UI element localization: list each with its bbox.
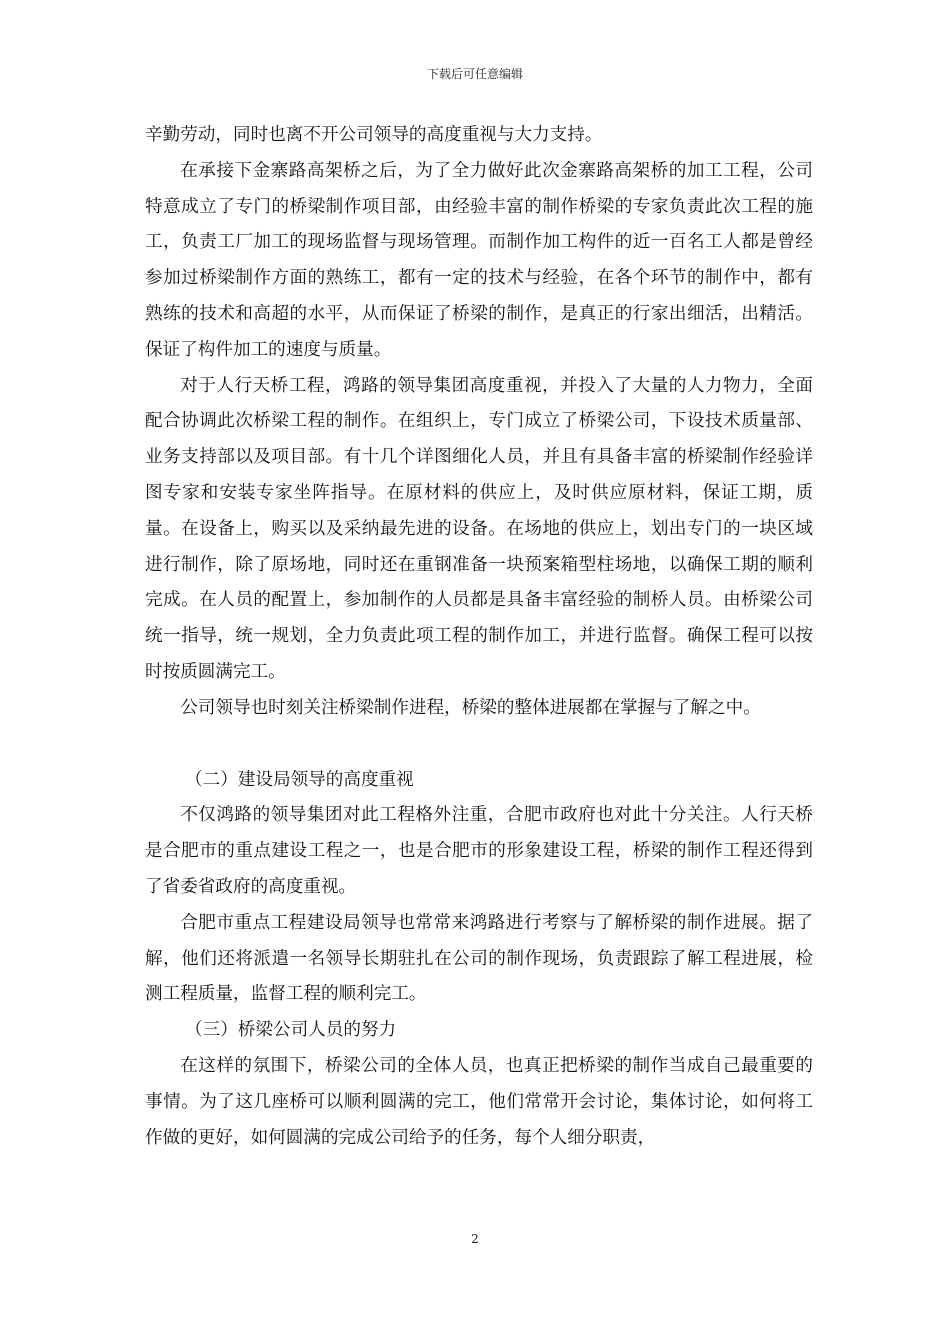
paragraph-leadership-attention: 公司领导也时刻关注桥梁制作进程，桥梁的整体进展都在掌握与了解之中。	[180, 697, 761, 718]
paragraph-spacer	[145, 727, 813, 763]
paragraph-staff-effort: 在这样的氛围下，桥梁公司的全体人员，也真正把桥梁的制作当成自己最重要的事情。为了这几座桥可以顺利圆满的完工，他们常常开会讨论，集体讨论，如何将工作做的更好，如何圆满的完成公司给予的任务，每个人细分职责，	[145, 1055, 813, 1148]
paragraph-continued: 辛勤劳动，同时也离不开公司领导的高度重视与大力支持。	[145, 125, 603, 145]
page-number: 2	[471, 1232, 479, 1246]
paragraph-pedestrian-bridge: 对于人行天桥工程，鸿路的领导集团高度重视，并投入了大量的人力物力，全面配合协调此次桥梁工程的制作。在组织上，专门成立了桥梁公司，下设技术质量部、业务支持部以及项目部。有十几个详图细化人员，并且有具备丰富的桥梁制作经验详图专家和安装专家坐阵指导。在原材料的供应上，及时供应原材料，保证工期，质量。在设备上，购买以及采纳最先进的设备。在场地的供应上，划出专门的一块区域进行制作，除了原场地，同时还在重钢准备一块预案箱型柱场地，以确保工期的顺利完成。在人员的配置上，参加制作的人员都是具备丰富经验的制桥人员。由桥梁公司统一指导，统一规划，全力负责此项工程的制作加工，并进行监督。确保工程可以按时按质圆满完工。	[145, 375, 813, 682]
document-body	[145, 118, 813, 1156]
section-heading-2: （二）建设局领导的高度重视	[185, 769, 414, 790]
paragraph-government-attention: 不仅鸿路的领导集团对此工程格外注重，合肥市政府也对此十分关注。人行天桥是合肥市的重点建设工程之一，也是合肥市的形象建设工程，桥梁的制作工程还得到了省委省政府的高度重视。	[145, 805, 813, 897]
page-header: 下载后可任意编辑	[426, 67, 523, 81]
paragraph-jinzhai-bridge: 在承接下金寨路高架桥之后，为了全力做好此次金寨路高架桥的加工工程，公司特意成立了专门的桥梁制作项目部，由经验丰富的制作桥梁的专家负责此次工程的施工，负责工厂加工的现场监督与现场管理。而制作加工构件的近一百名工人都是曾经参加过桥梁制作方面的熟练工，都有一定的技术与经验，在各个环节的制作中，都有熟练的技术和高超的水平，从而保证了桥梁的制作，是真正的行家出细活，出精活。保证了构件加工的速度与质量。	[145, 160, 813, 360]
paragraph-construction-bureau: 合肥市重点工程建设局领导也常常来鸿路进行考察与了解桥梁的制作进展。据了解，他们还将派遣一名领导长期驻扎在公司的制作现场，负责跟踪了解工程进展，检测工程质量，监督工程的顺利完工。	[145, 912, 813, 1005]
section-heading-3: （三）桥梁公司人员的努力	[185, 1020, 397, 1041]
